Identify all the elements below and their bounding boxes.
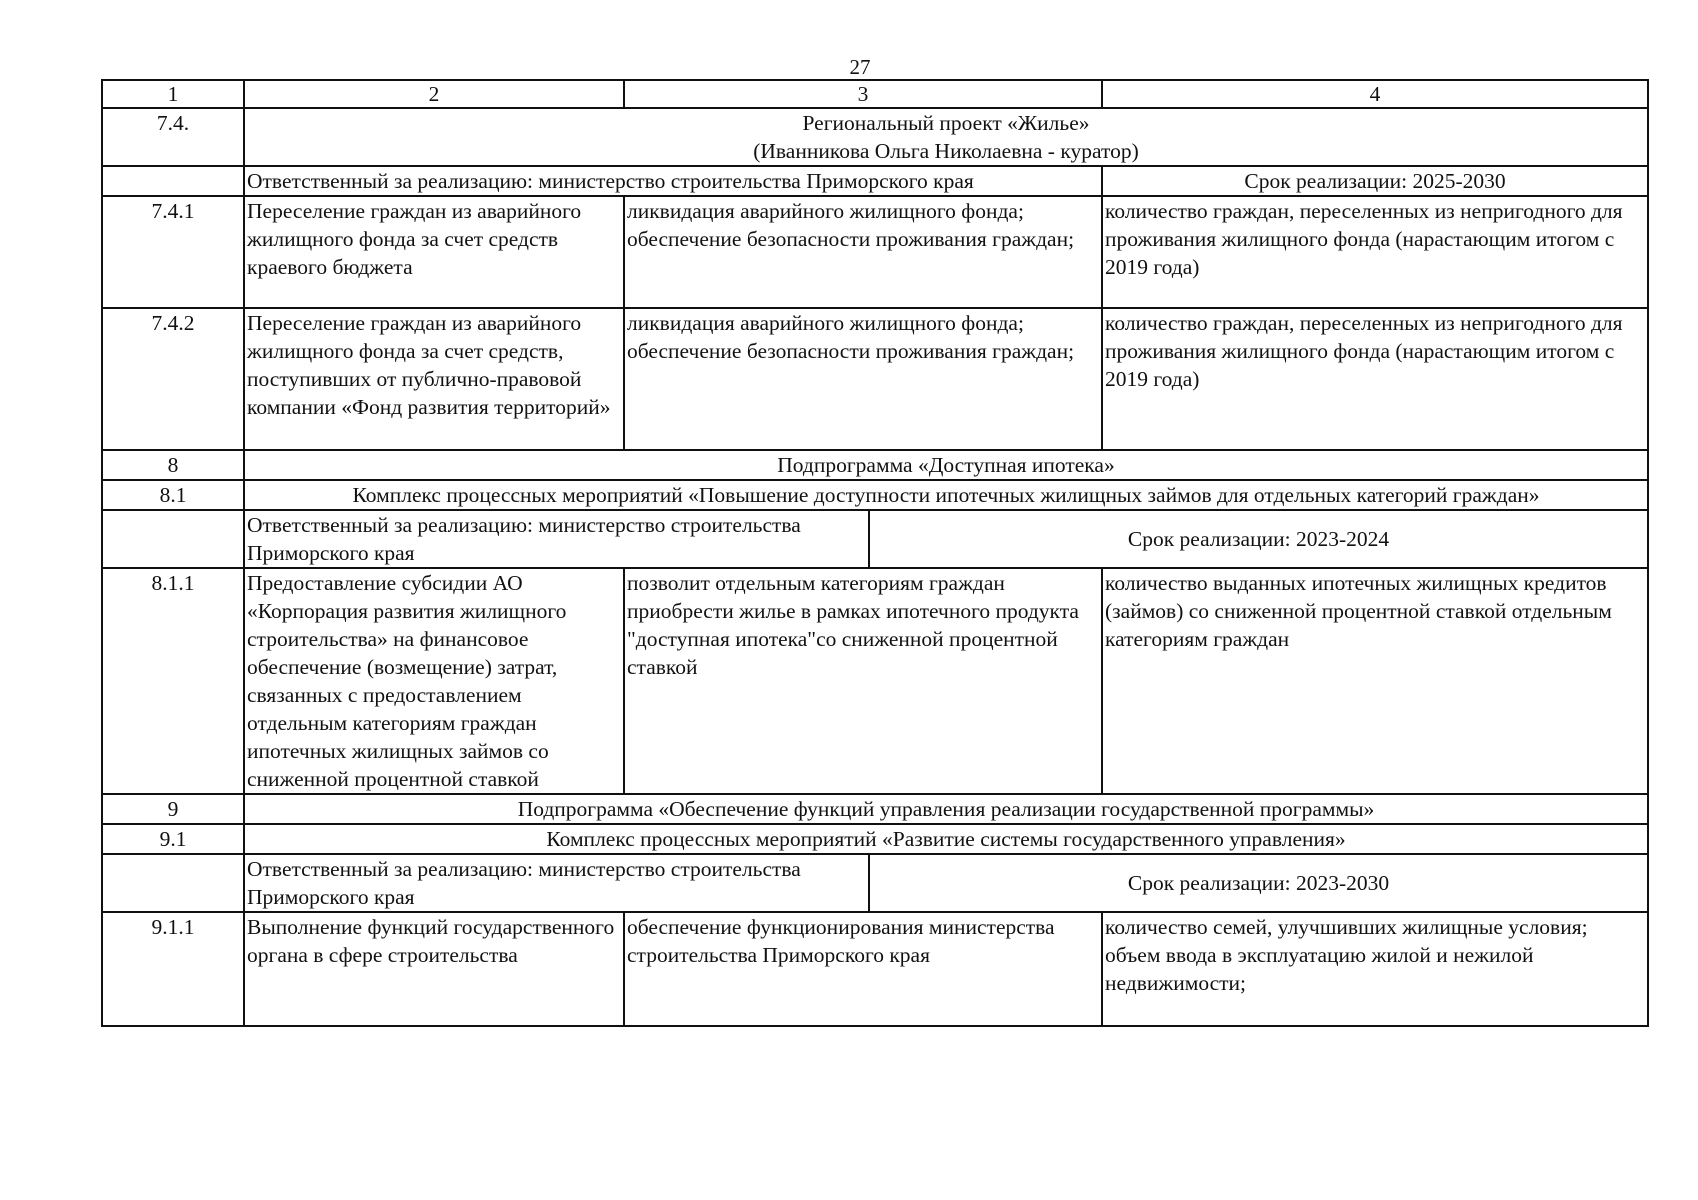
project-title-cell: [244, 108, 1648, 166]
header-cell-1: 1: [102, 80, 244, 108]
indicator-cell: количество граждан, переселенных из непригодного для проживания жилищного фонда (нарастающим итогом с 2019 года): [1102, 196, 1648, 308]
row-number: 9: [102, 794, 244, 824]
project-curator: (Иванникова Ольга Николаевна - куратор): [753, 139, 1139, 163]
indicator-cell: [1102, 912, 1648, 1026]
row-number: 8.1.1: [102, 568, 244, 794]
complex-row: [102, 824, 1648, 854]
table-row: [102, 308, 1648, 450]
header-cell-3: 3: [624, 80, 1102, 108]
empty-cell: [102, 166, 244, 196]
result-cell: ликвидация аварийного жилищного фонда; обеспечение безопасности проживания граждан;: [624, 308, 1102, 450]
activity-cell: Переселение граждан из аварийного жилищного фонда за счет средств краевого бюджета: [244, 196, 624, 308]
term-text: Срок реализации: 2023-2024: [869, 510, 1648, 568]
term-text: Срок реализации: 2025-2030: [1102, 166, 1648, 196]
subprogram-title: Подпрограмма «Обеспечение функций управления реализации государственной программы»: [244, 794, 1648, 824]
responsible-text: Ответственный за реализацию: министерство строительства Приморского края: [244, 166, 1102, 196]
responsible-text: Ответственный за реализацию: министерство строительства Приморского края: [244, 510, 869, 568]
row-number: 7.4.2: [102, 308, 244, 450]
project-row: [102, 108, 1648, 166]
result-cell: позволит отдельным категориям граждан приобрести жилье в рамках ипотечного продукта "доступная ипотека"со сниженной процентной ставкой: [624, 568, 1102, 794]
header-row: [102, 80, 1648, 108]
page-number: 27: [849, 55, 871, 79]
subprogram-title: Подпрограмма «Доступная ипотека»: [244, 450, 1648, 480]
table-row: [102, 568, 1648, 794]
indicator-cell: количество выданных ипотечных жилищных кредитов (займов) со сниженной процентной ставкой отдельным категориям граждан: [1102, 568, 1648, 794]
activity-cell: Предоставление субсидии АО «Корпорация развития жилищного строительства» на финансовое обеспечение (возмещение) затрат, связанных с предоставлением отдельным категориям граждан ипотечных жилищных займов со сниженной процентной ставкой: [244, 568, 624, 794]
complex-row: [102, 480, 1648, 510]
activity-cell: Выполнение функций государственного органа в сфере строительства: [244, 912, 624, 1026]
subprogram-row: [102, 794, 1648, 824]
result-cell: ликвидация аварийного жилищного фонда; обеспечение безопасности проживания граждан;: [624, 196, 1102, 308]
subprogram-row: [102, 450, 1648, 480]
responsible-text: Ответственный за реализацию: министерство строительства Приморского края: [244, 854, 869, 912]
header-cell-2: 2: [244, 80, 624, 108]
project-title: Региональный проект «Жилье»: [802, 111, 1090, 135]
table-row: [102, 196, 1648, 308]
header-cell-4: 4: [1102, 80, 1648, 108]
empty-cell: [102, 854, 244, 912]
responsible-row: [102, 854, 1648, 912]
row-number: 8: [102, 450, 244, 480]
row-number: 9.1.1: [102, 912, 244, 1026]
indicator-line: количество семей, улучшивших жилищные условия;: [1105, 915, 1588, 939]
result-cell: обеспечение функционирования министерства строительства Приморского края: [624, 912, 1102, 1026]
activity-cell: Переселение граждан из аварийного жилищного фонда за счет средств, поступивших от публично-правовой компании «Фонд развития территорий»: [244, 308, 624, 450]
empty-cell: [102, 510, 244, 568]
complex-title: Комплекс процессных мероприятий «Развитие системы государственного управления»: [244, 824, 1648, 854]
row-number: 9.1: [102, 824, 244, 854]
term-text: Срок реализации: 2023-2030: [869, 854, 1648, 912]
indicator-line: объем ввода в эксплуатацию жилой и нежилой недвижимости;: [1105, 943, 1534, 995]
row-number: 7.4.: [102, 108, 244, 166]
indicator-cell: количество граждан, переселенных из непригодного для проживания жилищного фонда (нарастающим итогом с 2019 года): [1102, 308, 1648, 450]
table-row: [102, 912, 1648, 1026]
responsible-row: [102, 166, 1648, 196]
program-table: [101, 79, 1649, 1027]
complex-title: Комплекс процессных мероприятий «Повышение доступности ипотечных жилищных займов для отдельных категорий граждан»: [244, 480, 1648, 510]
row-number: 8.1: [102, 480, 244, 510]
row-number: 7.4.1: [102, 196, 244, 308]
responsible-row: [102, 510, 1648, 568]
